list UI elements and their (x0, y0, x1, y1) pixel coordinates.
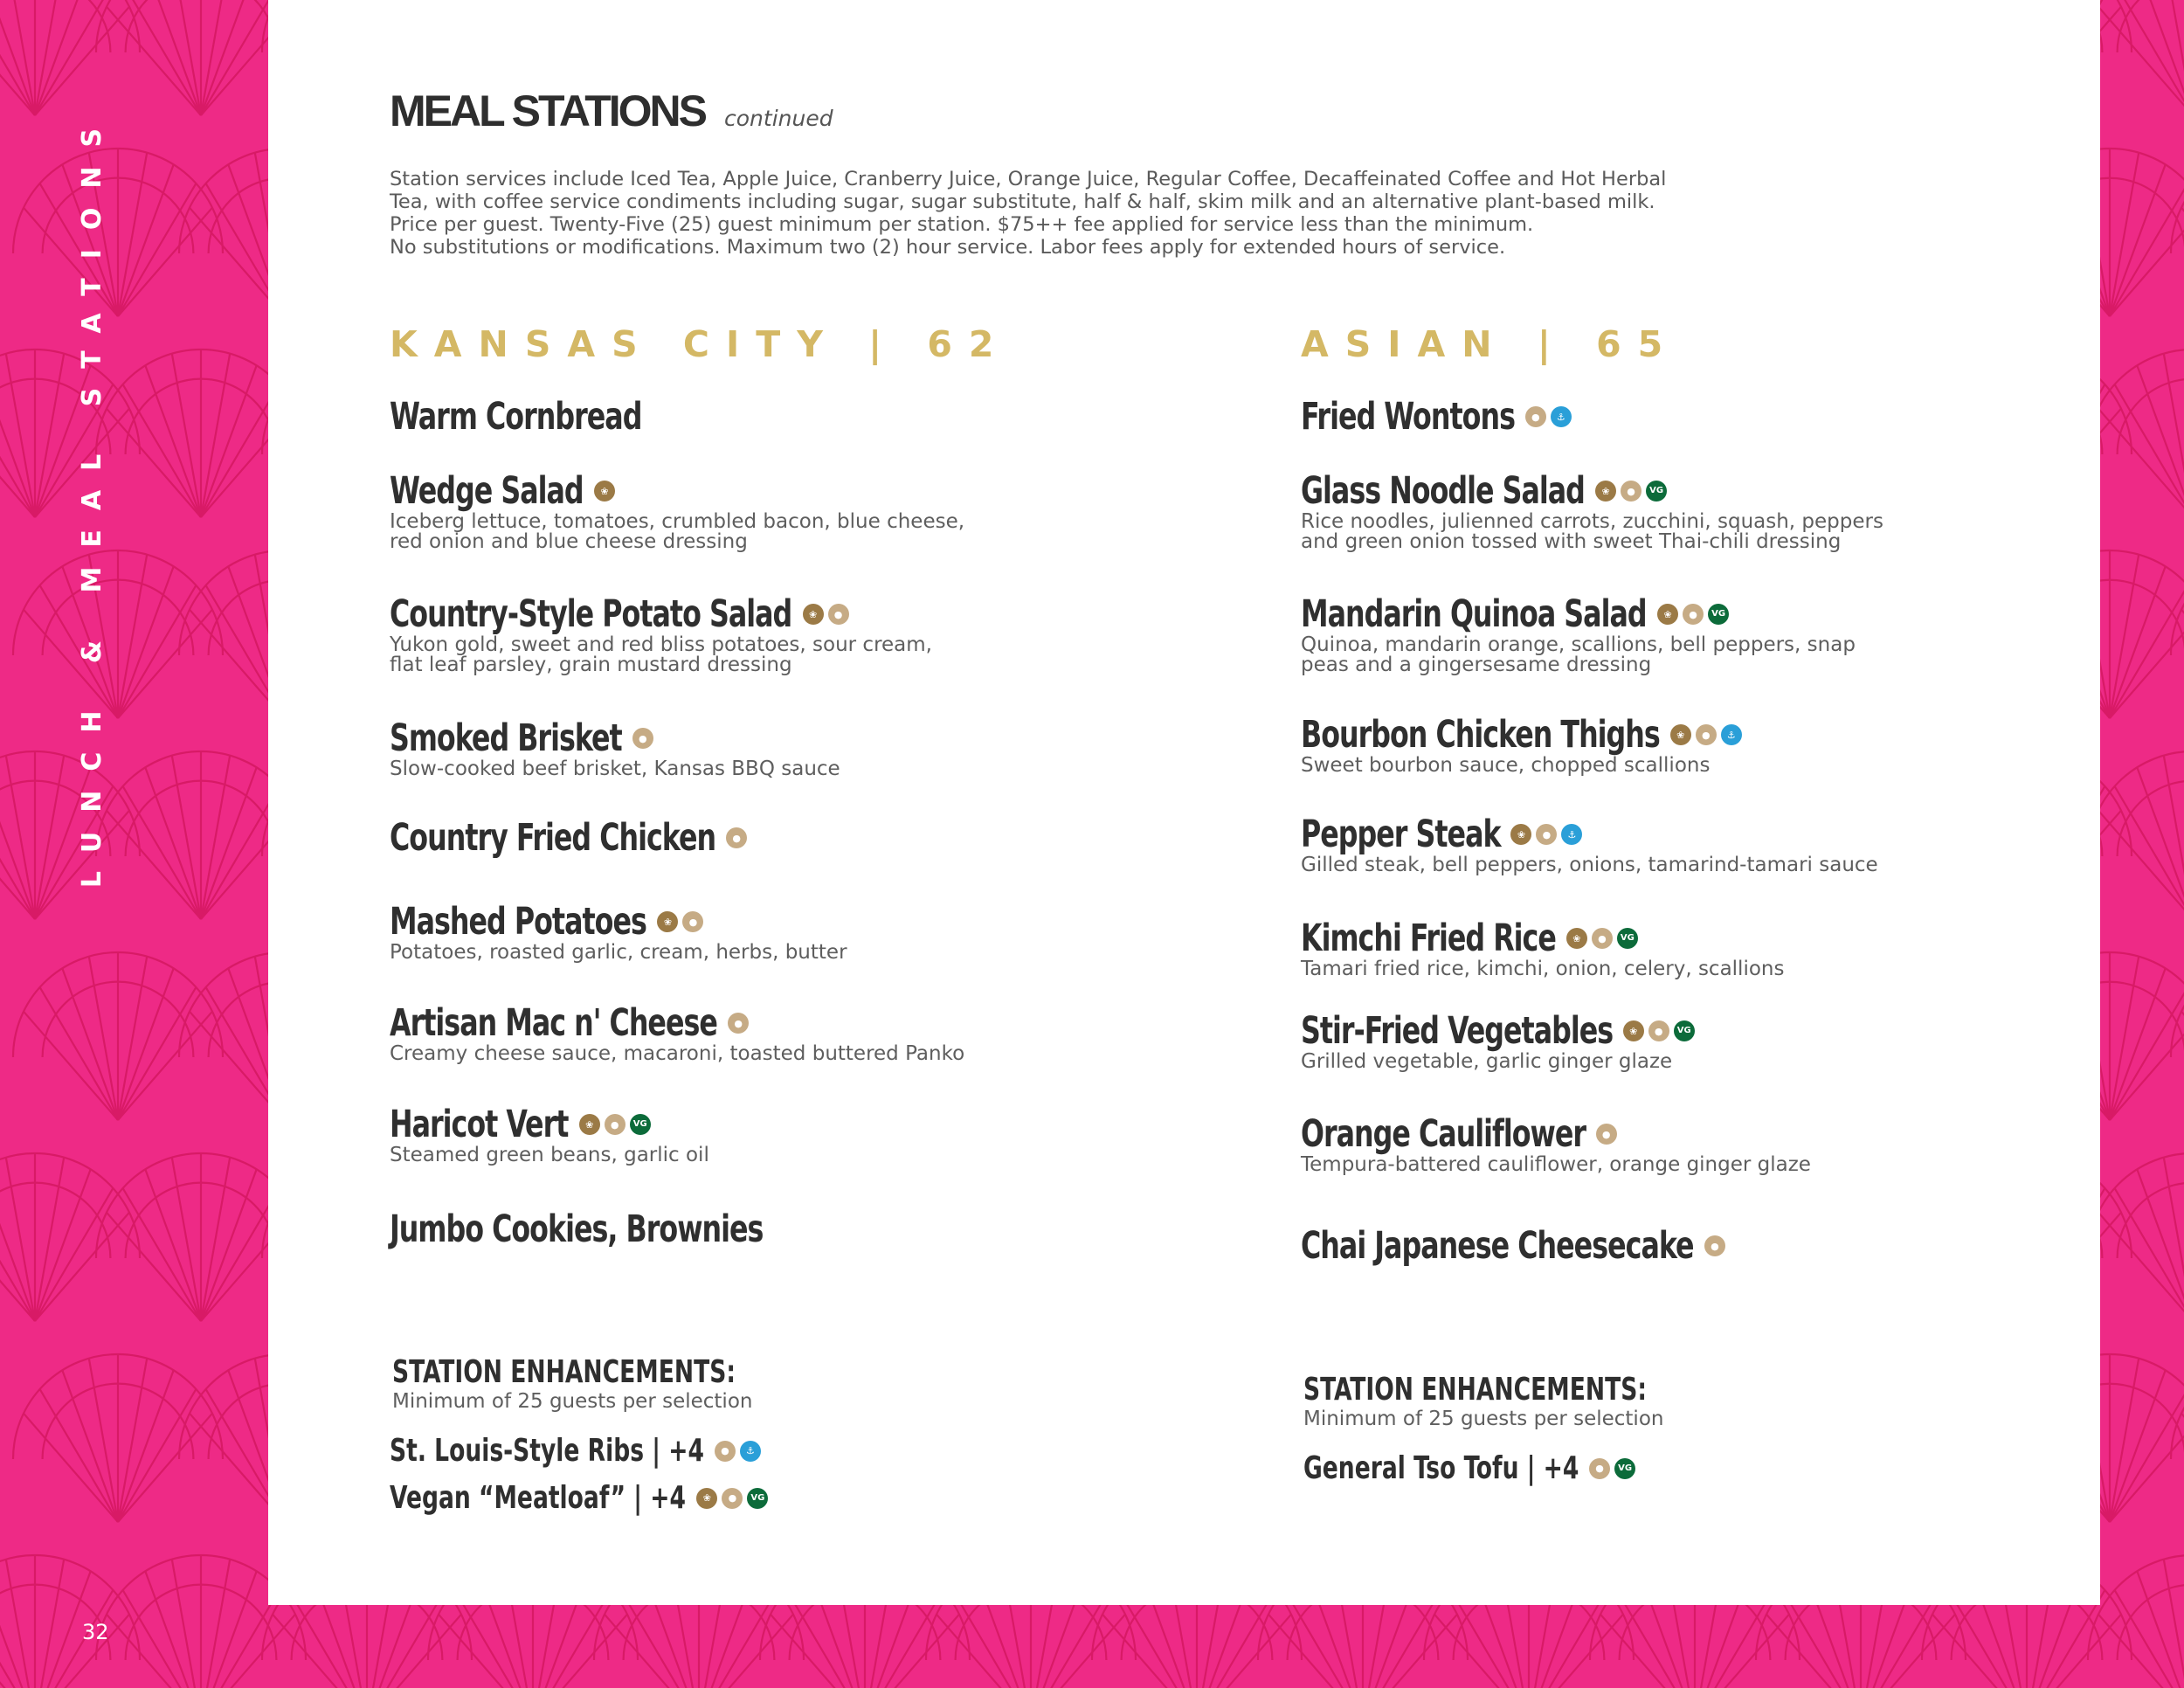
intro-line: Station services include Iced Tea, Apple Juice, Cranberry Juice, Orange Juice, Regular Coffee, Decaffeinated Coffee and Hot Herbal (390, 168, 1667, 190)
dietary-icons (1704, 1235, 1725, 1256)
menu-item (1301, 813, 1878, 876)
menu-item-header (390, 1103, 709, 1146)
dairy-free-icon: ● (1696, 724, 1717, 745)
menu-item-name: Chai Japanese Cheesecake (1301, 1224, 1694, 1268)
enhancement-name: Vegan “Meatloaf” | +4 (390, 1480, 686, 1516)
asian-title: ASIAN | 65 (1301, 323, 1680, 365)
menu-item-name: Glass Noodle Salad (1301, 469, 1585, 513)
vegan-icon: VG (1617, 928, 1638, 949)
dairy-free-icon: ● (726, 827, 747, 848)
intro-text (390, 168, 1700, 259)
gluten-free-icon: ❀ (579, 1114, 600, 1135)
dietary-icons (657, 911, 703, 932)
menu-item-description: Tempura-battered cauliflower, orange ginger glaze (1301, 1153, 1811, 1176)
enhancement-item (390, 1480, 768, 1516)
dietary-icons (1510, 824, 1582, 845)
menu-item-description: Gilled steak, bell peppers, onions, tamarind-tamari sauce (1301, 854, 1878, 876)
gluten-free-icon: ❀ (696, 1488, 717, 1509)
menu-item (1301, 592, 1856, 676)
menu-item-description: Yukon gold, sweet and red bliss potatoes, sour cream, (390, 633, 932, 656)
dairy-free-icon: ● (728, 1013, 749, 1034)
dairy-free-icon: ● (1621, 481, 1641, 502)
dietary-icons (726, 827, 747, 848)
menu-item-description: Iceberg lettuce, tomatoes, crumbled bacon, blue cheese, (390, 510, 965, 533)
intro-line: Price per guest. Twenty-Five (25) guest minimum per station. $75++ fee applied for service less than the minimum. (390, 213, 1534, 236)
menu-item-description: Tamari fried rice, kimchi, onion, celery, scallions (1301, 958, 1785, 980)
dairy-free-icon: ● (1525, 406, 1546, 427)
vegan-icon: VG (630, 1114, 651, 1135)
dietary-icons (803, 604, 849, 625)
menu-item-name: Pepper Steak (1301, 813, 1501, 856)
shellfish-icon: ⚓ (1551, 406, 1572, 427)
menu-item (390, 395, 697, 439)
dairy-free-icon: ● (605, 1114, 625, 1135)
menu-item-header (390, 816, 747, 860)
gluten-free-icon: ❀ (1670, 724, 1691, 745)
kc-enhancements-heading (392, 1354, 811, 1413)
enhancements-subtitle: Minimum of 25 guests per selection (392, 1390, 753, 1413)
gluten-free-icon: ❀ (1595, 481, 1616, 502)
dietary-icons (579, 1114, 651, 1135)
enhancement-item (1303, 1450, 1635, 1486)
menu-item-header (390, 1207, 845, 1251)
menu-item-description: Creamy cheese sauce, macaroni, toasted buttered Panko (390, 1042, 965, 1065)
menu-item-name: Orange Cauliflower (1301, 1112, 1586, 1156)
dietary-icons (696, 1488, 768, 1509)
dairy-free-icon: ● (1596, 1124, 1617, 1145)
menu-item-header (390, 1001, 964, 1045)
menu-item-header (1301, 713, 1742, 757)
menu-item (1301, 713, 1742, 777)
menu-item (390, 1001, 964, 1065)
menu-item (1301, 1112, 1811, 1176)
dietary-icons (1670, 724, 1742, 745)
page-heading (390, 86, 833, 136)
menu-item-header (1301, 1009, 1695, 1053)
vegan-icon: VG (1646, 481, 1667, 502)
menu-item (390, 1207, 845, 1251)
shellfish-icon: ⚓ (1721, 724, 1742, 745)
dietary-icons (594, 481, 615, 502)
menu-item-header (1301, 395, 1572, 439)
gluten-free-icon: ❀ (803, 604, 824, 625)
intro-line: No substitutions or modifications. Maximum two (2) hour service. Labor fees apply for extended hours of service. (390, 236, 1506, 259)
dietary-icons (1623, 1020, 1695, 1041)
gluten-free-icon: ❀ (1510, 824, 1531, 845)
gluten-free-icon: ❀ (594, 481, 615, 502)
vegan-icon: VG (747, 1488, 768, 1509)
intro-line: Tea, with coffee service condiments including sugar, sugar substitute, half & half, skim milk and an alternative plant-based milk. (390, 190, 1655, 213)
dairy-free-icon: ● (1589, 1458, 1610, 1479)
dairy-free-icon: ● (722, 1488, 743, 1509)
gluten-free-icon: ❀ (657, 911, 678, 932)
menu-item-name: Warm Cornbread (390, 395, 642, 439)
menu-item-header (1301, 469, 1883, 513)
enhancement-item (390, 1433, 761, 1469)
enhancement-name: General Tso Tofu | +4 (1303, 1450, 1579, 1486)
dairy-free-icon: ● (682, 911, 703, 932)
menu-item (390, 900, 847, 964)
menu-item-header (1301, 1224, 1725, 1268)
gluten-free-icon: ❀ (1566, 928, 1587, 949)
menu-item-name: Country-Style Potato Salad (390, 592, 792, 636)
page-title: MEAL STATIONS (390, 86, 705, 135)
menu-item-name: Mashed Potatoes (390, 900, 646, 944)
dietary-icons (715, 1441, 761, 1462)
dietary-icons (1596, 1124, 1617, 1145)
dietary-icons (1589, 1458, 1635, 1479)
menu-item-description: and green onion tossed with sweet Thai-chili dressing (1301, 530, 1842, 553)
dairy-free-icon: ● (1592, 928, 1613, 949)
dairy-free-icon: ● (1704, 1235, 1725, 1256)
enhancements-title: STATION ENHANCEMENTS: (392, 1354, 736, 1390)
menu-item-name: Fried Wontons (1301, 395, 1515, 439)
vegan-icon: VG (1614, 1458, 1635, 1479)
menu-item-header (390, 716, 840, 760)
shellfish-icon: ⚓ (740, 1441, 761, 1462)
menu-item (1301, 1224, 1725, 1268)
menu-item-name: Bourbon Chicken Thighs (1301, 713, 1660, 757)
enhancement-name: St. Louis-Style Ribs | +4 (390, 1433, 704, 1469)
menu-item (390, 469, 964, 553)
menu-item-name: Artisan Mac n' Cheese (390, 1001, 717, 1045)
dietary-icons (1657, 604, 1729, 625)
menu-item-header (390, 900, 847, 944)
menu-item (390, 1103, 709, 1166)
menu-item-description: flat leaf parsley, grain mustard dressing (390, 654, 792, 676)
gluten-free-icon: ❀ (1623, 1020, 1644, 1041)
page-subtitle: continued (724, 106, 833, 131)
menu-item-name: Stir-Fried Vegetables (1301, 1009, 1614, 1053)
menu-item-description: Potatoes, roasted garlic, cream, herbs, butter (390, 941, 847, 964)
menu-item-header (1301, 592, 1856, 636)
menu-item-description: Rice noodles, julienned carrots, zucchini, squash, peppers (1301, 510, 1883, 533)
dairy-free-icon: ● (828, 604, 849, 625)
menu-item (1301, 469, 1883, 553)
dietary-icons (1566, 928, 1638, 949)
menu-item (390, 816, 747, 860)
menu-item-name: Mandarin Quinoa Salad (1301, 592, 1647, 636)
menu-item-description: Slow-cooked beef brisket, Kansas BBQ sauce (390, 758, 840, 780)
menu-item-name: Haricot Vert (390, 1103, 569, 1146)
dairy-free-icon: ● (715, 1441, 736, 1462)
menu-item-header (1301, 1112, 1811, 1156)
menu-item-header (390, 469, 964, 513)
menu-item (1301, 917, 1784, 980)
menu-item-description: Steamed green beans, garlic oil (390, 1144, 709, 1166)
menu-item-name: Smoked Brisket (390, 716, 622, 760)
enhancements-title: STATION ENHANCEMENTS: (1303, 1372, 1647, 1408)
dietary-icons (1595, 481, 1667, 502)
dairy-free-icon: ● (632, 728, 653, 749)
asian-enhancements-heading (1303, 1372, 1722, 1430)
menu-item (390, 716, 840, 780)
vegan-icon: VG (1708, 604, 1729, 625)
menu-item-name: Kimchi Fried Rice (1301, 917, 1556, 960)
vegan-icon: VG (1674, 1020, 1695, 1041)
menu-item-description: red onion and blue cheese dressing (390, 530, 748, 553)
menu-item-description: Quinoa, mandarin orange, scallions, bell peppers, snap (1301, 633, 1856, 656)
dietary-icons (1525, 406, 1572, 427)
menu-item-name: Wedge Salad (390, 469, 584, 513)
shellfish-icon: ⚓ (1561, 824, 1582, 845)
menu-item-header (1301, 917, 1784, 960)
section-side-label (75, 87, 110, 909)
dairy-free-icon: ● (1648, 1020, 1669, 1041)
menu-item-header (390, 592, 932, 636)
menu-item-header (390, 395, 697, 439)
menu-item (1301, 1009, 1695, 1073)
menu-item (390, 592, 932, 676)
menu-item-description: Sweet bourbon sauce, chopped scallions (1301, 754, 1711, 777)
menu-item-name: Jumbo Cookies, Brownies (390, 1207, 764, 1251)
side-label-text: LUNCH & MEAL STATIONS (77, 108, 108, 888)
dairy-free-icon: ● (1683, 604, 1704, 625)
enhancements-subtitle: Minimum of 25 guests per selection (1303, 1408, 1664, 1430)
page-number: 32 (82, 1620, 109, 1644)
menu-item-header (1301, 813, 1878, 856)
menu-item-description: Grilled vegetable, garlic ginger glaze (1301, 1050, 1673, 1073)
menu-item-name: Country Fried Chicken (390, 816, 716, 860)
gluten-free-icon: ❀ (1657, 604, 1678, 625)
menu-item-description: peas and a gingersesame dressing (1301, 654, 1652, 676)
dairy-free-icon: ● (1536, 824, 1557, 845)
menu-item (1301, 395, 1572, 439)
dietary-icons (632, 728, 653, 749)
kansas-city-title: KANSAS CITY | 62 (390, 323, 1011, 365)
dietary-icons (728, 1013, 749, 1034)
